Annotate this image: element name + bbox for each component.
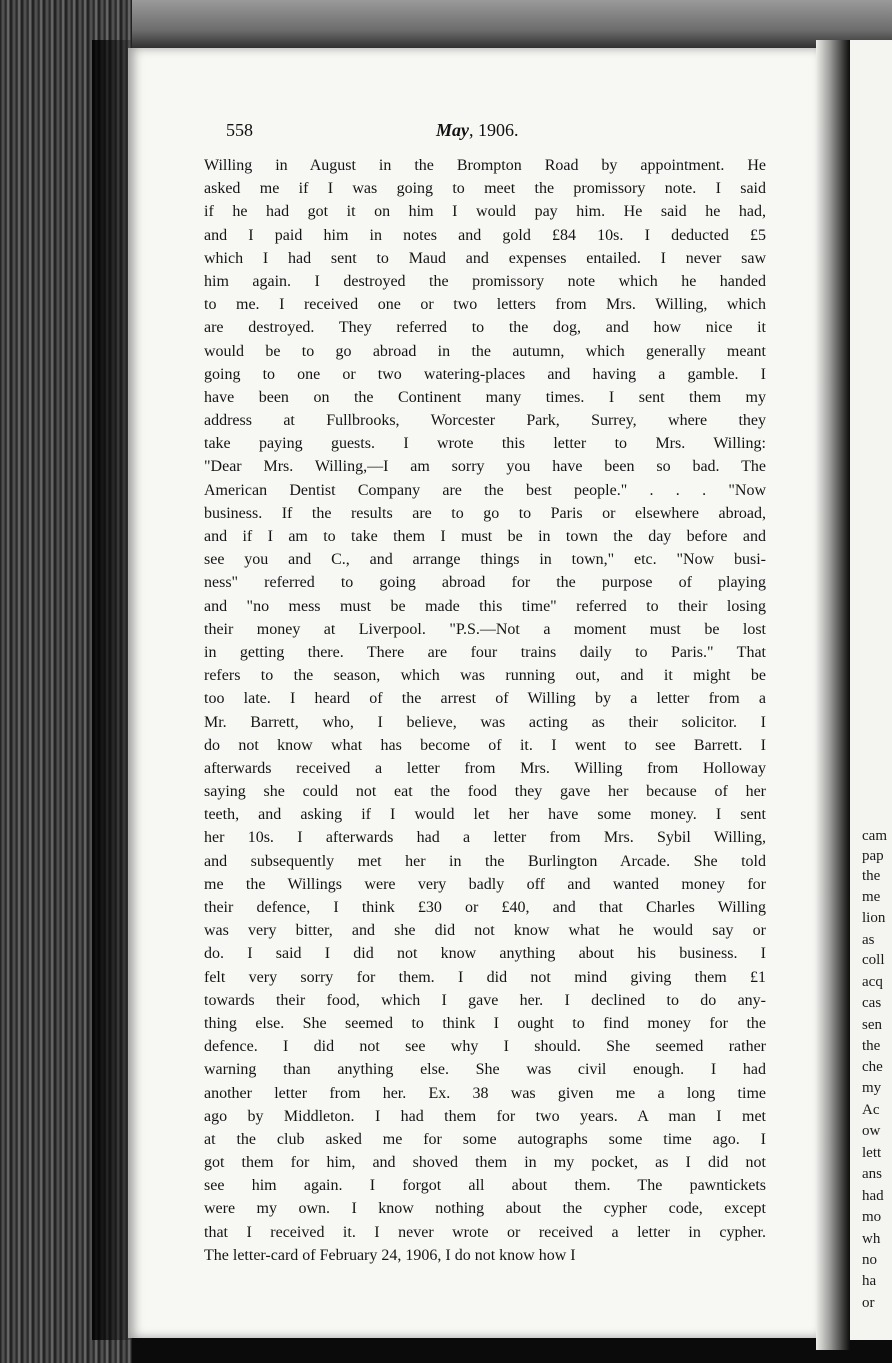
book-page-right-fragment	[850, 40, 892, 1340]
text-line: business. If the results are to go to Paris or elsewhere abroad,	[204, 504, 766, 522]
page-header	[208, 120, 658, 150]
running-title-month: May	[436, 120, 469, 140]
next-page-fragment: acq	[862, 974, 883, 990]
next-page-fragment: my	[862, 1080, 882, 1096]
text-line: her 10s. I afterwards had a letter from Mrs. Sybil Willing,	[204, 829, 766, 847]
spine-shadow	[92, 40, 132, 1340]
next-page-fragment: the	[862, 1038, 881, 1054]
text-line: do. I said I did not know anything about his business. I	[204, 945, 766, 963]
text-line: which I had sent to Maud and expenses entailed. I never saw	[204, 249, 766, 267]
text-line: in getting there. There are four trains daily to Paris." That	[204, 643, 766, 661]
text-line: ness" referred to going abroad for the purpose of playing	[204, 574, 766, 592]
text-line: and I paid him in notes and gold £84 10s. I deducted £5	[204, 226, 766, 244]
text-line: have been on the Continent many times. I sent them my	[204, 388, 766, 406]
text-line: were my own. I know nothing about the cypher code, except	[204, 1200, 766, 1218]
text-line: their defence, I think £30 or £40, and that Charles Willing	[204, 899, 766, 916]
text-line: going to one or two watering-places and having a gamble. I	[204, 365, 766, 383]
next-page-fragment: the	[862, 868, 881, 884]
text-line: The letter-card of February 24, 1906, I do not know how I	[204, 1246, 576, 1264]
text-line: got them for him, and shoved them in my pocket, as I did not	[204, 1154, 766, 1172]
text-line: defence. I did not see why I should. She seemed rather	[204, 1038, 766, 1056]
next-page-fragment: pap	[862, 848, 884, 864]
text-line: him again. I destroyed the promissory note which he handed	[204, 272, 766, 290]
next-page-fragment: me	[862, 889, 881, 905]
text-line: another letter from her. Ex. 38 was given me a long time	[204, 1084, 766, 1102]
running-title	[436, 120, 519, 141]
text-line: asked me if I was going to meet the promissory note. I said	[204, 180, 766, 198]
text-line: and subsequently met her in the Burlington Arcade. She told	[204, 852, 766, 870]
body-text	[204, 154, 766, 1267]
next-page-fragment: or	[862, 1295, 875, 1311]
text-line: take paying guests. I wrote this letter to Mrs. Willing:	[204, 435, 766, 453]
next-page-fragment: coll	[862, 952, 885, 968]
text-line: felt very sorry for them. I did not mind giving them £1	[204, 968, 766, 986]
text-line: at the club asked me for some autographs some time ago. I	[204, 1130, 766, 1148]
text-line: Mr. Barrett, who, I believe, was acting as their solicitor. I	[204, 713, 766, 731]
text-line: and "no mess must be made this time" referred to their losing	[204, 597, 766, 615]
text-line: and if I am to take them I must be in town the day before and	[204, 528, 766, 545]
text-line: address at Fullbrooks, Worcester Park, Surrey, where they	[204, 412, 766, 430]
text-line: American Dentist Company are the best people." . . . "Now	[204, 481, 766, 499]
text-line: their money at Liverpool. "P.S.—Not a moment must be lost	[204, 620, 766, 638]
running-title-year: , 1906.	[469, 120, 519, 140]
text-line: saying she could not eat the food they gave her because of her	[204, 783, 766, 801]
next-page-fragment: ans	[862, 1166, 882, 1182]
next-page-fragment: che	[862, 1059, 883, 1075]
next-page-fragment: sen	[862, 1017, 882, 1033]
next-page-fragment: ha	[862, 1273, 877, 1289]
text-line: do not know what has become of it. I went to see Barrett. I	[204, 736, 766, 754]
text-line: that I received it. I never wrote or received a letter in cypher.	[204, 1223, 766, 1241]
text-line: was very bitter, and she did not know what he would say or	[204, 922, 766, 940]
scan-background-top	[0, 0, 892, 50]
page-number: 558	[226, 120, 253, 140]
page-gutter	[816, 40, 850, 1350]
text-line: are destroyed. They referred to the dog, and how nice it	[204, 319, 766, 337]
next-page-fragment: as	[862, 932, 875, 948]
text-line: ago by Middleton. I had them for two years. A man I met	[204, 1107, 766, 1125]
book-page-left	[128, 48, 816, 1338]
text-line: see him again. I forgot all about them. The pawntickets	[204, 1177, 766, 1195]
text-line: would be to go abroad in the autumn, which generally meant	[204, 342, 766, 360]
text-line: to me. I received one or two letters from Mrs. Willing, which	[204, 296, 766, 314]
next-page-fragment: lett	[862, 1145, 882, 1161]
text-line: towards their food, which I gave her. I declined to do any-	[204, 991, 766, 1009]
text-line: Willing in August in the Brompton Road by appointment. He	[204, 157, 766, 174]
next-page-fragment: mo	[862, 1209, 882, 1225]
next-page-fragment: ow	[862, 1123, 881, 1139]
next-page-fragment: cas	[862, 995, 882, 1011]
next-page-fragment: Ac	[862, 1102, 880, 1118]
next-page-fragment: had	[862, 1188, 884, 1204]
next-page-fragment: wh	[862, 1231, 881, 1247]
text-line: too late. I heard of the arrest of Willing by a letter from a	[204, 690, 766, 708]
text-line: refers to the season, which was running out, and it might be	[204, 667, 766, 685]
text-line: teeth, and asking if I would let her have some money. I sent	[204, 806, 766, 824]
text-line: afterwards received a letter from Mrs. Willing from Holloway	[204, 759, 766, 777]
text-line: warning than anything else. She was civil enough. I had	[204, 1061, 766, 1079]
next-page-fragment: no	[862, 1252, 877, 1268]
text-line: "Dear Mrs. Willing,—I am sorry you have been so bad. The	[204, 458, 766, 476]
next-page-fragment: lion	[862, 910, 886, 926]
text-line: me the Willings were very badly off and wanted money for	[204, 875, 766, 893]
text-line: thing else. She seemed to think I ought to find money for the	[204, 1014, 766, 1032]
next-page-fragment: cam	[862, 828, 887, 844]
text-line: see you and C., and arrange things in town," etc. "Now busi-	[204, 551, 766, 569]
text-line: if he had got it on him I would pay him. He said he had,	[204, 203, 766, 221]
